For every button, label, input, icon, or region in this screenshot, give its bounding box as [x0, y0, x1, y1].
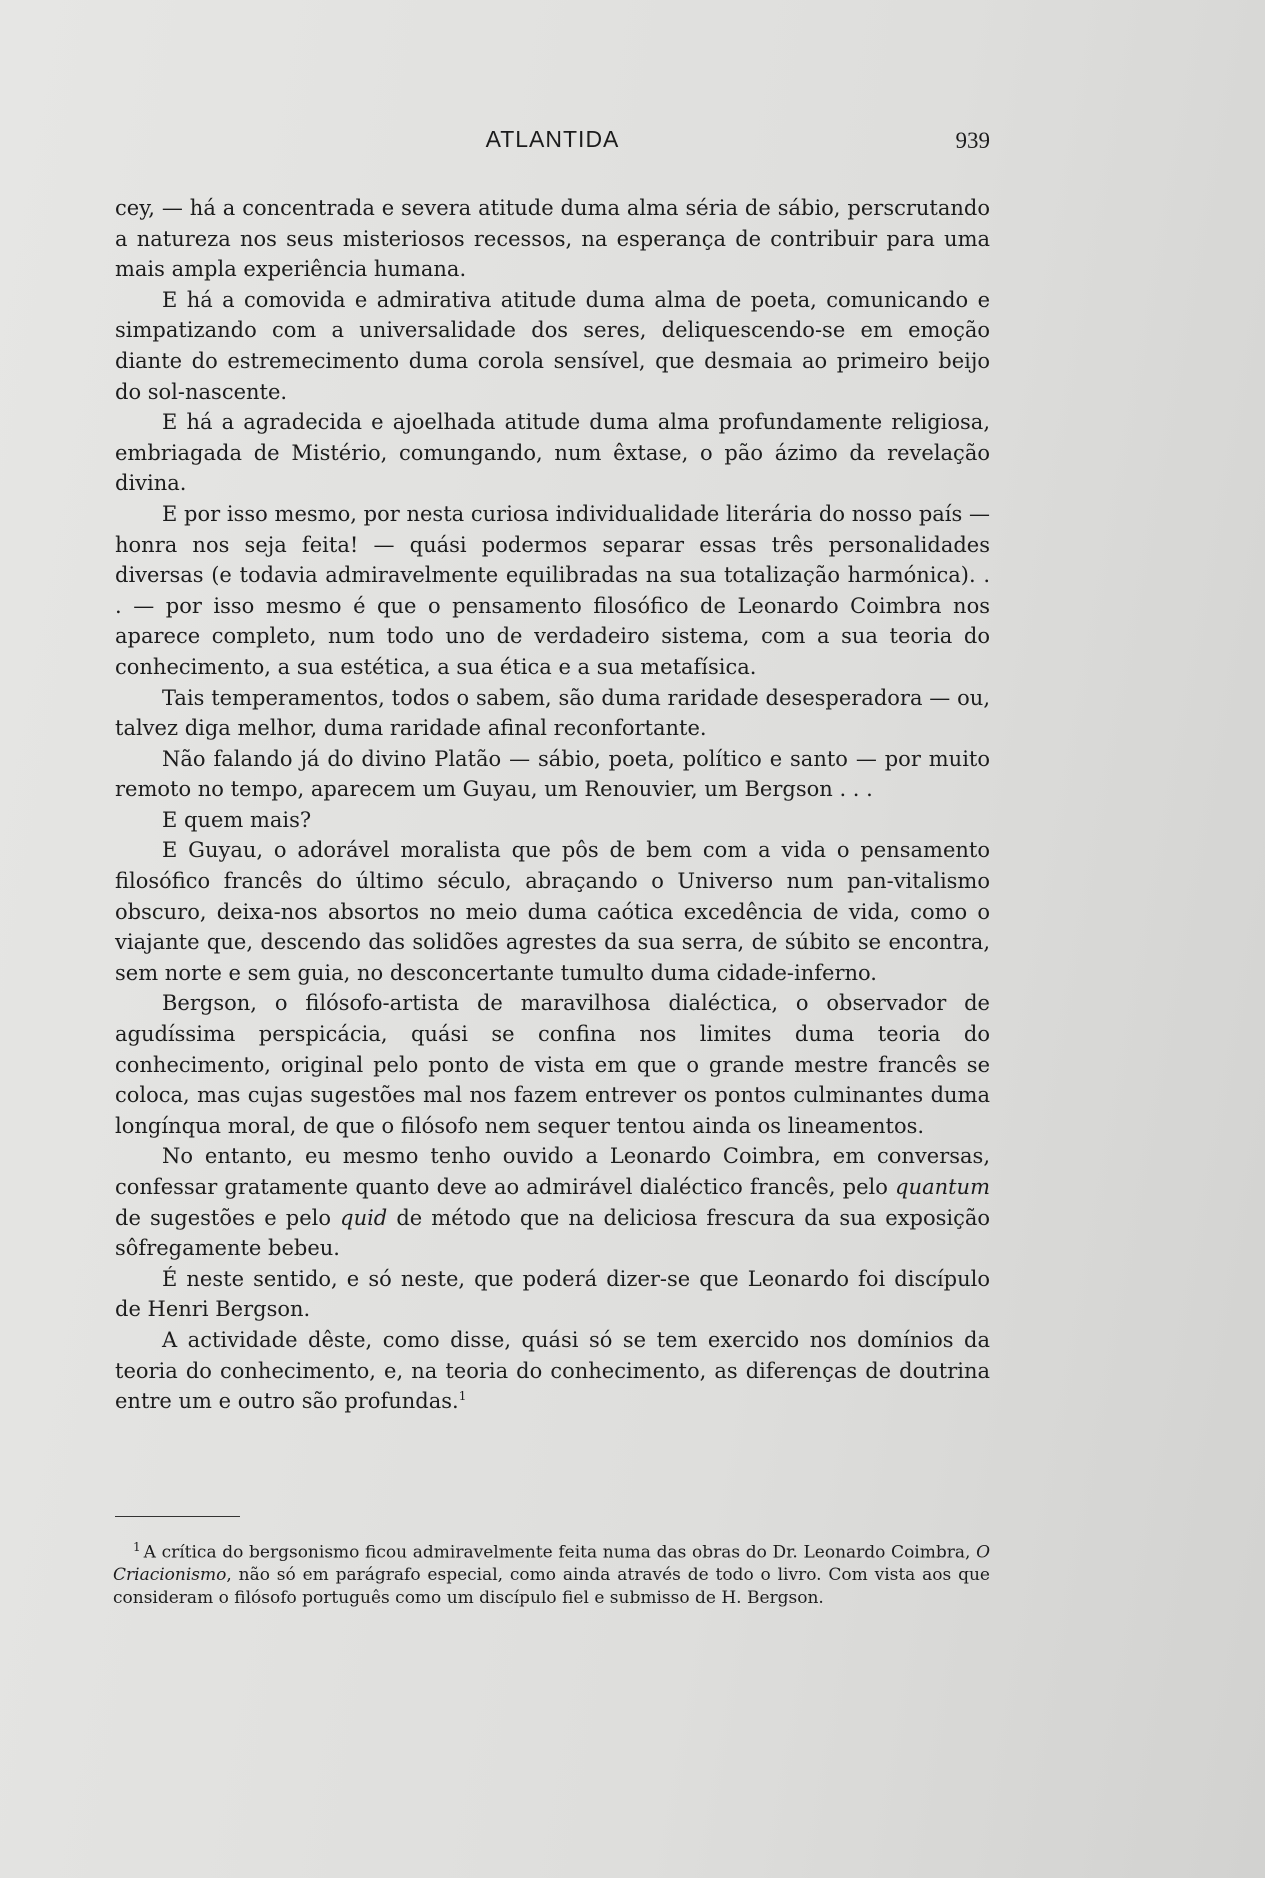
- paragraph: cey, — há a concentrada e severa atitude duma alma séria de sábio, perscrutando a natureza nos seus misteriosos recessos, na esperança de contribuir para uma mais ampla experiência humana.: [115, 196, 990, 282]
- paragraph-text: A actividade dêste, como disse, quási só se tem exercido nos domínios da teoria do conhecimento, e, na teoria do conhecimento, as diferenças de doutrina entre um e outro são profundas.: [115, 1327, 990, 1414]
- footnote-divider: [115, 1516, 240, 1517]
- footnote-mark: 1: [133, 1540, 141, 1554]
- paragraph-text: No entanto, eu mesmo tenho ouvido a Leonardo Coimbra, em conversas, confessar gratamente quanto deve ao admirável dialéctico francês, pelo: [115, 1144, 990, 1199]
- footnote-text: , não só em parágrafo especial, como ainda através de todo o livro. Com vista aos que consideram o filósofo português como um discípulo fiel e submisso de H. Bergson.: [113, 1565, 990, 1608]
- paragraph: E por isso mesmo, por nesta curiosa individualidade literária do nosso país — honra nos seja feita! — quási podermos separar essas três personalidades diversas (e todavia admiravelmente equilibradas na sua totalização harmónica). . . — por isso mesmo é que o pensamento filosófico de Leonardo Coimbra nos aparece completo, num todo uno de verdadeiro sistema, com a sua teoria do conhecimento, a sua estética, a sua ética e a sua metafísica.: [115, 501, 990, 679]
- paragraph: É neste sentido, e só neste, que poderá dizer-se que Leonardo foi discípulo de Henri Bergson.: [115, 1266, 990, 1322]
- paragraph: E há a comovida e admirativa atitude duma alma de poeta, comunicando e simpatizando com a universalidade dos seres, deliquescendo-se em emoção diante do estremecimento duma corola sensível, que desmaia ao primeiro beijo do sol-nascente.: [115, 287, 990, 404]
- footnote-reference: 1: [458, 1389, 467, 1404]
- footnote-book-title: O Criacionismo: [113, 1542, 990, 1586]
- paragraph-text: de método que na deliciosa frescura da sua exposição sôfregamente bebeu.: [115, 1205, 991, 1261]
- paragraph-text: de sugestões e pelo: [115, 1205, 341, 1230]
- paragraph: Bergson, o filósofo-artista de maravilhosa dialéctica, o observador de agudíssima perspicácia, quási se confina nos limites duma teoria do conhecimento, original pelo ponto de vista em que o grande mestre francês se coloca, mas cujas sugestões mal nos fazem entrever os pontos culminantes duma longínqua moral, de que o filósofo nem sequer tentou ainda os lineamentos.: [115, 991, 990, 1138]
- body-text: [115, 193, 990, 1417]
- footnote: [113, 1536, 990, 1609]
- paragraph: Não falando já do divino Platão — sábio, poeta, político e santo — por muito remoto no tempo, aparecem um Guyau, um Renouvier, um Bergson . . .: [115, 746, 990, 802]
- page-header: [115, 126, 990, 156]
- paragraph: E Guyau, o adorável moralista que pôs de bem com a vida o pensamento filosófico francês do último século, abraçando o Universo num pan-vitalismo obscuro, deixa-nos absortos no meio duma caótica excedência de vida, como o viajante que, descendo das solidões agrestes da sua serra, de súbito se encontra, sem norte e sem guia, no desconcertante tumulto duma cidade-inferno.: [115, 838, 990, 985]
- italic-term-quid: quid: [340, 1205, 388, 1230]
- paragraph: E há a agradecida e ajoelhada atitude duma alma profundamente religiosa, embriagada de Mistério, comungando, num êxtase, o pão ázimo da revelação divina.: [115, 410, 990, 496]
- italic-term-quantum: quantum: [895, 1175, 990, 1199]
- running-title: ATLANTIDA: [485, 126, 620, 152]
- footnote-text: A crítica do bergsonismo ficou admiravelmente feita numa das obras do Dr. Leonardo Coimbra,: [143, 1542, 977, 1563]
- paragraph: E quem mais?: [162, 807, 312, 832]
- page-number: 939: [955, 128, 990, 153]
- paragraph: [115, 1325, 990, 1417]
- paragraph: Tais temperamentos, todos o sabem, são duma raridade desesperadora — ou, talvez diga melhor, duma raridade afinal reconfortante.: [115, 685, 990, 741]
- paragraph: [115, 1141, 990, 1263]
